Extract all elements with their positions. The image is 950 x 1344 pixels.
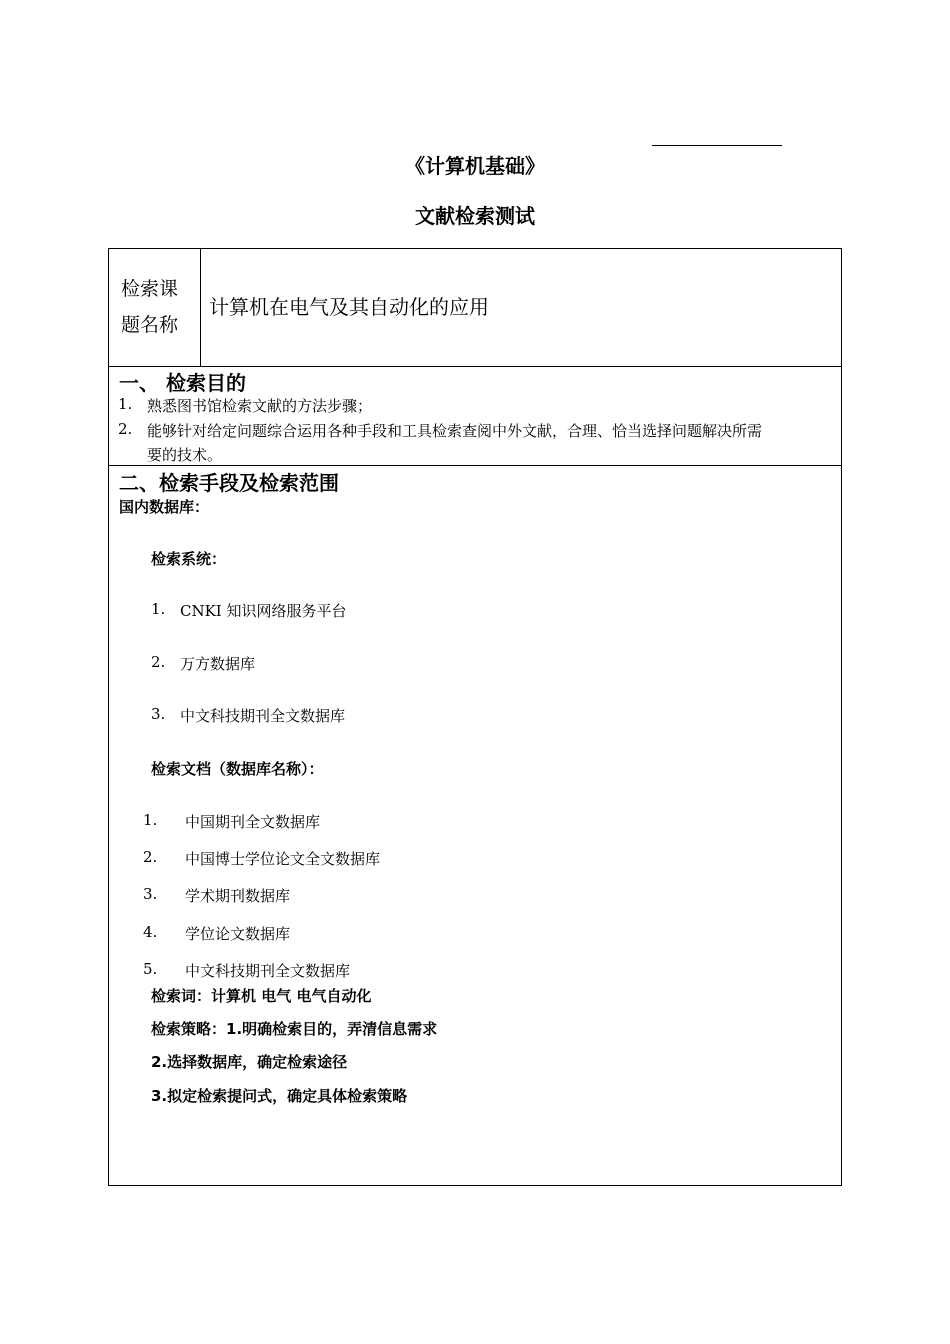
systems-label: 检索系统：: [151, 550, 227, 568]
document-item-2-num: 2.: [143, 848, 158, 866]
purpose-item-1-text: 熟悉图书馆检索文献的方法步骤；: [147, 397, 373, 415]
system-item-3-num: 3.: [151, 705, 166, 723]
topic-label-line1: 检索课: [121, 278, 179, 300]
domestic-label: 国内数据库：: [119, 498, 210, 516]
form-table: [108, 248, 842, 1186]
document-item-3-num: 3.: [143, 885, 158, 903]
document-item-5-num: 5.: [143, 960, 158, 978]
document-title: 《计算机基础》: [405, 154, 545, 178]
documents-label: 检索文档（数据库名称）：: [151, 760, 324, 778]
topic-value: 计算机在电气及其自动化的应用: [209, 295, 489, 319]
document-subtitle: 文献检索测试: [415, 204, 535, 228]
column-divider: [200, 249, 201, 366]
document-item-1-num: 1.: [143, 811, 158, 829]
document-item-2-text: 中国博士学位论文全文数据库: [185, 850, 381, 868]
system-item-1-text: CNKI 知识网络服务平台: [180, 602, 347, 620]
document-item-4-num: 4.: [143, 923, 158, 941]
topic-label-line2: 题名称: [121, 314, 179, 336]
keywords-line: 检索词：计算机 电气 电气自动化: [151, 987, 372, 1005]
strategy-line-3: 3.拟定检索提问式，确定具体检索策略: [151, 1087, 408, 1105]
document-item-5-text: 中文科技期刊全文数据库: [185, 962, 351, 980]
purpose-item-1-num: 1.: [118, 395, 133, 413]
system-item-1-num: 1.: [151, 600, 166, 618]
document-item-3-text: 学术期刊数据库: [185, 887, 291, 905]
system-item-2-text: 万方数据库: [180, 655, 256, 673]
strategy-line-1: 检索策略：1.明确检索目的，弄清信息需求: [151, 1020, 438, 1038]
document-item-1-text: 中国期刊全文数据库: [185, 813, 321, 831]
section1-heading: 一、 检索目的: [119, 371, 246, 395]
section2-heading: 二、检索手段及检索范围: [119, 471, 339, 495]
system-item-2-num: 2.: [151, 653, 166, 671]
row-divider-2: [109, 465, 841, 466]
document-item-4-text: 学位论文数据库: [185, 925, 291, 943]
strategy-line-2: 2.选择数据库，确定检索途径: [151, 1053, 348, 1071]
system-item-3-text: 中文科技期刊全文数据库: [180, 707, 346, 725]
purpose-item-2-text-cont: 要的技术。: [147, 446, 223, 464]
header-rule: [652, 145, 782, 146]
purpose-item-2-text: 能够针对给定问题综合运用各种手段和工具检索查阅中外文献，合理、恰当选择问题解决所需: [147, 422, 763, 440]
purpose-item-2-num: 2.: [118, 420, 133, 438]
